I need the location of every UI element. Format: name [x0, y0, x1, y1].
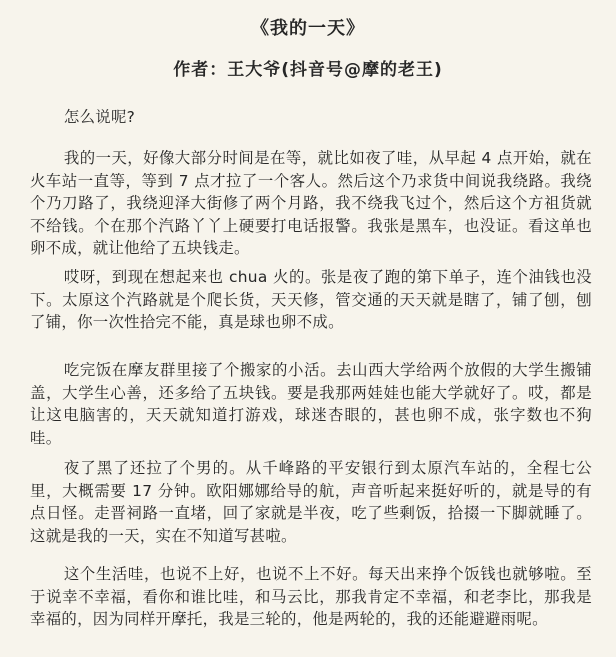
paragraph: 怎么说呢?: [63, 108, 136, 126]
paragraph: 这个生活哇，也说不上好，也说不上不好。每天出来挣个饭钱也就够啦。至于说幸不幸福，看你和谁比哇，和马云比，那我肯定不幸福，和老李比，那我是幸福的，因为同样开摩托，我是三轮的，他是两轮的，我的还能避避雨呢。: [30, 565, 592, 629]
paragraph: 吃完饭在摩友群里接了个搬家的小活。去山西大学给两个放假的大学生搬铺盖，大学生心善，还多给了五块钱。要是我那两娃娃也能大学就好了。哎，都是让这电脑害的，天天就知道打游戏，球迷杏眼的，甚也卵不成，张字数也不狗哇。: [30, 361, 592, 447]
paragraph: 哎呀，到现在想起来也 chua 火的。张是夜了跑的第下单子，连个油钱也没下。太原这个汽路就是个爬长货，天天修，管交通的天天就是瞎了，铺了刨，刨了铺，你一次性拾完不能，真是球也卵不成。: [30, 268, 592, 332]
document-title: 《我的一天》: [251, 18, 365, 39]
paragraph: 夜了黑了还拉了个男的。从千峰路的平安银行到太原汽车站的，全程七公里，大概需要 17 分钟。欧阳娜娜给导的航，声音听起来挺好听的，就是导的有点日怪。走晋祠路一直堵，回了家就是半夜，吃了些剩饭，拾掇一下脚就睡了。这就是我的一天，实在不知道写甚啦。: [30, 459, 592, 545]
document-author: 作者：王大爷(抖音号@摩的老王): [173, 60, 443, 80]
paragraph: 我的一天，好像大部分时间是在等，就比如夜了哇，从早起 4 点开始，就在火车站一直等，等到 7 点才拉了一个客人。然后这个乃求货中间说我绕路。我绕个乃刀路了，我绕迎泽大街修了两个月路，我不绕我飞过个，然后这个方祖货就不给钱。个在那个汽路丫丫上硬要打电话报警。我张是黑车，也没证。看这单也卵不成，就让他给了五块钱走。: [30, 149, 592, 258]
